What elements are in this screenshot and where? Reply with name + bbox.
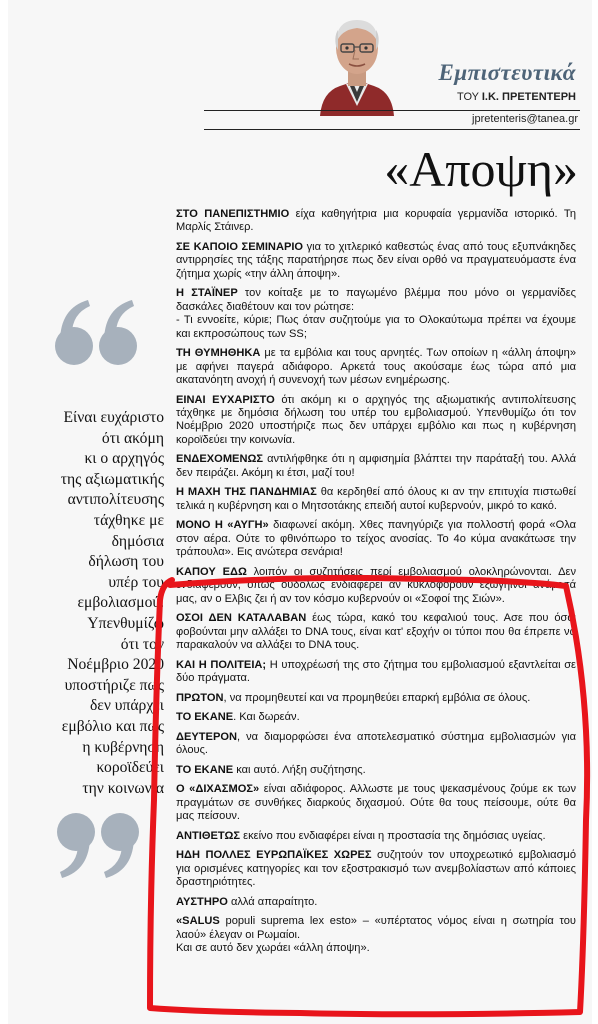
paragraph-lead: Ο «ΔΙΧΑΣΜΟΣ» <box>176 783 260 796</box>
paragraph-lead: ΣΤΟ ΠΑΝΕΠΙΣΤΗΜΙΟ <box>176 208 290 220</box>
article-paragraph <box>176 347 576 387</box>
paragraph-text: , να διαμορφώσει ένα αποτελεσματικό σύστημα εμβολιασμών για όλους. <box>176 730 576 757</box>
paragraph-lead: ΚΑΙ Η ΠΟΛΙΤΕΙΑ; <box>176 658 267 671</box>
paragraph-text: για το χιτλερικό καθεστώς ένας από τους εξυπνάκηδες αντιρρησίες της τάξης παρατήρησε πως δεν είναι ορθό να πραγματευόμαστε ένα ζήτημα χωρίς «την άλλη άποψη». <box>176 241 576 280</box>
email-rule <box>204 129 580 130</box>
newspaper-column <box>8 0 592 1024</box>
open-quote-icon <box>54 298 140 370</box>
article-paragraph <box>176 764 576 777</box>
article-paragraph <box>176 612 576 652</box>
paragraph-lead: ΤΟ ΕΚΑΝΕ <box>176 763 234 776</box>
paragraph-text: είναι αδιάφορος. Αλλωστε με τους ψεκασμένους ζούμε εκ των πραγμάτων σε συνθήκες διαρκούς διχασμού. Ούτε θα τους πείσουμε, ούτε θα μας πείσουν. <box>176 783 577 823</box>
article-paragraph <box>176 692 576 705</box>
article-paragraph <box>176 830 576 843</box>
paragraph-lead: «SALUS <box>176 915 220 928</box>
paragraph-text: λοιπόν οι συζητήσεις περί εμβολιασμού ολοκληρώνονται. Δεν ενδιαφέρουν, όπως ουδόλως ενδιαφέρει αν κυκλοφορούν εξωγήινοι ανάμεσά μας, αν ο Ελβις ζει ή αν τον κόσμο κυβερνούν οι «Σοφοί της Σιών». <box>176 565 577 605</box>
paragraph-text: θα κερδηθεί από όλους κι αν την επιτυχία πιστωθεί τελικά η κυβέρνηση και ο Μητσοτάκης επειδή αυτοί κυβερνούν, μικρό το κακό. <box>176 486 576 512</box>
article-paragraph <box>176 241 576 281</box>
article-paragraph <box>176 486 576 513</box>
article-paragraph <box>176 849 576 889</box>
paragraph-text: και αυτό. Λήξη συζήτησης. <box>233 763 366 776</box>
paragraph-text: με τα εμβόλια και τους αρνητές. Των οποίων η «άλλη άποψη» με αφήνει παγερά αδιάφορο. Αρκετά τους ακούσαμε έως τώρα από μια ακατανόητη ανοχή ή συνενοχή των μέσων ενημέρωσης. <box>176 347 576 387</box>
paragraph-lead: ΚΑΠΟΥ ΕΔΩ <box>176 565 247 578</box>
header-rule <box>204 110 580 111</box>
article-paragraph <box>176 659 576 686</box>
paragraph-text: διαφωνεί ακόμη. Χθες πανηγύριζε για πολλοστή φορά «Ολα στον αέρα. Ούτε το φθινόπωρο το τείχος ανοσίας. Το 4ο κύμα ανακάτωσε την τράπουλα». Εις ανώτερα σενάρια! <box>176 519 576 559</box>
article-paragraph <box>176 287 576 341</box>
headline: «Αποψη» <box>384 141 578 197</box>
column-name: Εμπιστευτικά <box>438 60 576 85</box>
paragraph-lead: ΕΝΔΕΧΟΜΕΝΩΣ <box>176 453 264 466</box>
paragraph-text: Η υποχρέωσή της στο ζήτημα του εμβολιασμού εξαντλείται σε δύο πράγματα. <box>176 658 576 685</box>
paragraph-extra-line: - Τι εννοείτε, κύριε; Πως όταν συζητούμε για το Ολοκαύτωμα πρέπει να έχουμε και εκπροσώπους των SS; <box>176 314 576 340</box>
paragraph-text: ότι ακόμη κι ο αρχηγός της αξιωματικής αντιπολίτευσης τάχθηκε με δημόσια δήλωση του υπέρ του εμβολιασμού. Υπενθυμίζω ότι τον Νοέμβριο 2020 υποστήριζε πως δεν υπάρχει εμβόλιο και πως η κυβέρνηση κοροϊδεύει την κοινωνία. <box>176 393 576 446</box>
article-paragraph <box>176 208 576 235</box>
paragraph-lead: Η ΣΤΑΪΝΕΡ <box>176 287 238 300</box>
paragraph-lead: ΔΕΥΤΕΡΟΝ <box>176 730 237 743</box>
paragraph-text: εκείνο που ενδιαφέρει είναι η προστασία της δημόσιας υγείας. <box>240 829 546 842</box>
byline-prefix: ΤΟΥ <box>456 91 479 103</box>
author-email[interactable]: jpretenteris@tanea.gr <box>472 113 578 125</box>
paragraph-lead: ΜΟΝΟ Η «ΑΥΓΗ» <box>176 519 269 532</box>
article-paragraph <box>176 453 576 480</box>
article-body <box>176 208 576 962</box>
paragraph-lead: Η ΜΑΧΗ ΤΗΣ ΠΑΝΔΗΜΙΑΣ <box>176 486 317 499</box>
paragraph-lead: ΑΥΣΤΗΡΟ <box>176 895 228 908</box>
paragraph-extra-line: Και σε αυτό δεν χωράει «άλλη άποψη». <box>176 942 370 955</box>
article-paragraph <box>176 566 576 606</box>
byline-author: Ι.Κ. ΠΡΕΤΕΝΤΕΡΗ <box>481 91 576 103</box>
paragraph-text: έως τώρα, κακό του κεφαλιού τους. Ασε που όσοι φοβούνται μην αλλάξει το DNA τους, είναι κατ' εξοχήν οι τύποι που θα έπρεπε να παρακαλούν να αλλάξει το DNA τους. <box>176 612 576 652</box>
paragraph-lead: ΗΔΗ ΠΟΛΛΕΣ ΕΥΡΩΠΑΪΚΕΣ ΧΩΡΕΣ <box>176 849 372 862</box>
paragraph-lead: ΣΕ ΚΑΠΟΙΟ ΣΕΜΙΝΑΡΙΟ <box>176 241 304 253</box>
paragraph-text: αλλά απαραίτητο. <box>227 895 318 908</box>
article-paragraph <box>176 896 576 909</box>
paragraph-text: αντιλήφθηκε ότι η αμφισημία βλάπτει την παράταξή του. Αλλά δεν πειράζει. Ακόμη κι έτσι, μαζί του! <box>176 453 576 479</box>
paragraph-text: populi suprema lex esto» – «υπέρτατος νόμος είναι η σωτηρία του λαού» έλεγαν οι Ρωμαίοι. <box>176 915 576 941</box>
paragraph-lead: ΠΡΩΤΟΝ <box>176 691 224 704</box>
article-paragraph <box>176 915 576 955</box>
article-paragraph <box>176 731 576 758</box>
paragraph-lead: ΤΗ ΘΥΜΗΘΗΚΑ <box>176 347 261 360</box>
paragraph-lead: ΟΣΟΙ ΔΕΝ ΚΑΤΑΛΑΒΑΝ <box>176 612 307 625</box>
paragraph-lead: ΑΝΤΙΘΕΤΩΣ <box>176 829 241 842</box>
paragraph-text: . Και δωρεάν. <box>233 711 300 724</box>
paragraph-text: , να προμηθευτεί και να προμηθεύει επαρκή εμβόλια σε όλους. <box>223 691 531 704</box>
byline <box>368 91 576 103</box>
paragraph-lead: ΤΟ ΕΚΑΝΕ <box>176 711 234 724</box>
paragraph-text: είχα καθηγήτρια μια κορυφαία γερμανίδα ιστορικό. Τη Μαρλίς Στάινερ. <box>176 208 576 234</box>
article-paragraph <box>176 394 576 448</box>
paragraph-text: συζητούν τον υποχρεωτικό εμβολιασμό για ορισμένες κατηγορίες και τον εξοστρακισμό των ανεμβολίαστων από κάποιες δραστηριότητες. <box>176 849 576 889</box>
paragraph-text: τον κοίταξε με το παγωμένο βλέμμα που μόνο οι γερμανίδες δασκάλες διαθέτουν και τον ρώτησε: <box>176 287 576 313</box>
article-paragraph <box>176 519 576 559</box>
pull-quote-text: Είναι ευχάριστο ότι ακόμη κι ο αρχηγός της αξιωματικής αντιπολίτευσης τάχθηκε με δημόσια δήλωση του υπέρ του εμβολιασμού. Υπενθυμίζω ότι τον Νοέμβριο 2020 υποστήριζε πως δεν υπάρχει εμβόλιο και πως η κυβέρνηση κοροϊδεύει την κοινωνία <box>60 409 164 797</box>
article-paragraph <box>176 711 576 724</box>
paragraph-lead: ΕΙΝΑΙ ΕΥΧΑΡΙΣΤΟ <box>176 393 275 406</box>
article-paragraph <box>176 783 576 823</box>
close-quote-icon <box>54 808 140 880</box>
